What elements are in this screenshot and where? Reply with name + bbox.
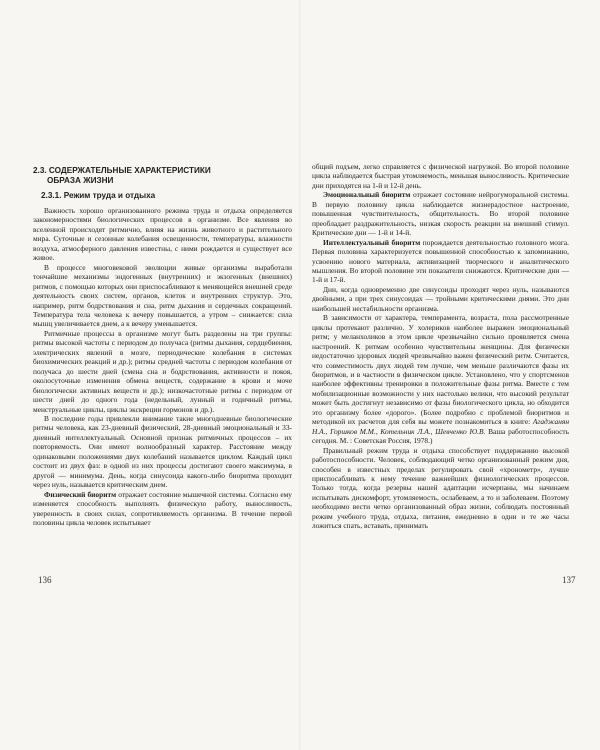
paragraph-text: отражает состояние мышечной системы. Согласно ему изменяется способность выполнять физическую работу, выносливость, уверенность в своих силах, сопротивляемость организма. В течение первой половины цикла человек испытывает — [33, 489, 292, 527]
paragraph: Правильный режим труда и отдыха способствует поддержанию высокой работоспособности. Человек, соблюдающий четко организованный режим дня, способен в известных пределах регулировать свой «хронометр», лучше приспосабливать к нему течение важнейших физиологических процессов. Только тогда, когда резервы нашей адаптации исчерпаны, мы начинаем испытывать дискомфорт, утомляемость, ослабеваем, а то и заболеваем. Поэтому необходимо вести четко организованный образ жизни, соблюдать постоянный режим учебного труда, отдыха, питания, ежедневно в одни и те же часы ложиться спать, вставать, принимать — [312, 445, 569, 531]
paragraph — [312, 238, 569, 285]
paragraph — [312, 190, 569, 237]
term-physical-biorhythm: Физический биоритм — [44, 489, 117, 499]
right-page — [300, 0, 600, 750]
paragraph — [312, 313, 569, 445]
page-number-left: 136 — [38, 575, 52, 585]
page-number-right: 137 — [562, 575, 576, 585]
citation-rest: Ваша работоспособность сегодня. М. : Советская Россия, 1978.) — [312, 426, 569, 446]
term-emotional-biorhythm: Эмоциональный биоритм — [323, 190, 411, 200]
paragraph: В процессе многовековой эволюции живые организмы выработали тончайшие механизмы эндогенных (внутренних) и экзогенных (внешних) ритмов, с помощью которых они приспосабливают к меняющейся внешней среде деятельность своих систем, органов, клеток и внутренних структур. Это, например, ритм бодрствования и сна, ритм дыхания и сердечных сокращений. Температура тела человека к вечеру повышается, а утром – снижается: сила мышц увеличивается днем, а к вечеру уменьшается. — [33, 262, 292, 329]
paragraph-text: отражает состояние нейрогуморальной системы. В первую половину цикла наблюдается жизнерадостное настроение, повышенная чувствительность, общительность. Во второй половине преобладает раздражительность, низкая скорость реакции на внешний стимул. Критические дни — 1-й и 14-й. — [312, 190, 570, 238]
paragraph — [33, 490, 292, 528]
section-title — [33, 166, 292, 186]
term-intellectual-biorhythm: Интеллектуальный биоритм — [323, 237, 421, 247]
paragraph: В последние годы привлекли внимание такие многодневные биологические ритмы человека, как 23-дневный физический, 28-дневный эмоциональный и 33-дневный интеллектуальный. Основной признак ритмичных процессов – их повторяемость. Они имеют волнообразный характер. Расстояние между одинаковыми положениями двух колебаний называется циклом. Каждый цикл состоит из двух фаз: в одной из них процессы достигают своего максимума, в другой — минимума. День, когда синусоида какого-либо биоритма проходит через нуль, называется критическим днем. — [33, 413, 292, 490]
section-title-line-1: 2.3. СОДЕРЖАТЕЛЬНЫЕ ХАРАКТЕРИСТИКИ — [33, 166, 211, 175]
paragraph-text: порождается деятельностью головного мозга. Первая половина характеризуется повышенной способностью к запоминанию, усвоению нового материала, активизацией творческого и аналитического мышления. Во второй половине эти показатели снижаются. Критические дни — 1-й и 17-й. — [312, 237, 569, 285]
section-title-line-2: ОБРАЗА ЖИЗНИ — [47, 176, 114, 185]
paragraph: Ритмичные процессы в организме могут быть разделены на три группы: ритмы высокой частоты с периодом до получаса (ритмы дыхания, сердцебиения, электрических явлений в мозге, периодические колебания в системах биохимических реакций и др.); ритмы средней частоты с периодом колебания от получаса до шести дней (смена сна и бодрствования, активности и покоя, околосуточные изменения обмена веществ, содержание в крови и моче биологически активных веществ и др.); низкочастотные ритмы с периодом от шести дней до одного года (недельный, лунный и годичный ритмы, менструальные циклы, циклы экскреции гормонов и др.). — [33, 328, 292, 414]
paragraph: Дни, когда одновременно две синусоиды проходят через нуль, называются двойными, а при трех синусоидах — тройными критическими днями. Это дни наибольшей нестабильности организма. — [312, 284, 569, 313]
citation-authors: Агаджанян Н.А., Горшков М.М., Котельник Л.А., Шевченко Ю.В. — [312, 417, 569, 436]
subsection-title: 2.3.1. Режим труда и отдыха — [41, 191, 156, 200]
paragraph-text: В зависимости от характера, темперамента, возраста, пола рассмотренные циклы протекают различно. У холериков наиболее выражен эмоциональный ритм; у меланхоликов в этом цикле чрезвычайно сильно проявляется смена настроений. К ритмам особенно чувствительны женщины. Для физически недостаточно здоровых людей чрезвычайно важен физический ритм. Считается, что совместимость двух людей тем лучше, чем меньше различаются фазы их биоритмов, и в частности в физическом цикле. Установлено, что у спортсменов наиболее эффективны тренировки в положительные фазы ритма. Вместе с тем мобилизационные возможности у них настолько велики, что высокий результат может быть достигнут независимо от фазы биологического цикла, но обходится это организму более «дорого». (Более подробно с проблемой биоритмов и методикой их расчетов для себя вы можете познакомиться в книге: — [312, 313, 569, 427]
paragraph: общий подъем, легко справляется с физической нагрузкой. Во второй половине цикла наблюдается быстрая утомляемость, меньшая выносливость. Критические дни приходятся на 1-й и 12-й день. — [312, 162, 569, 190]
paragraph: Важность хорошо организованного режима труда и отдыха определяется закономерностями биологических процессов в организме. Все явления во вселенной происходят ритмично, влияя на жизнь животного и растительного мира. Суточные и сезонные колебания освещенности, температуры, влажности воздуха, атмосферного давления известны, с ними рождается и существует все живое. — [33, 206, 292, 263]
